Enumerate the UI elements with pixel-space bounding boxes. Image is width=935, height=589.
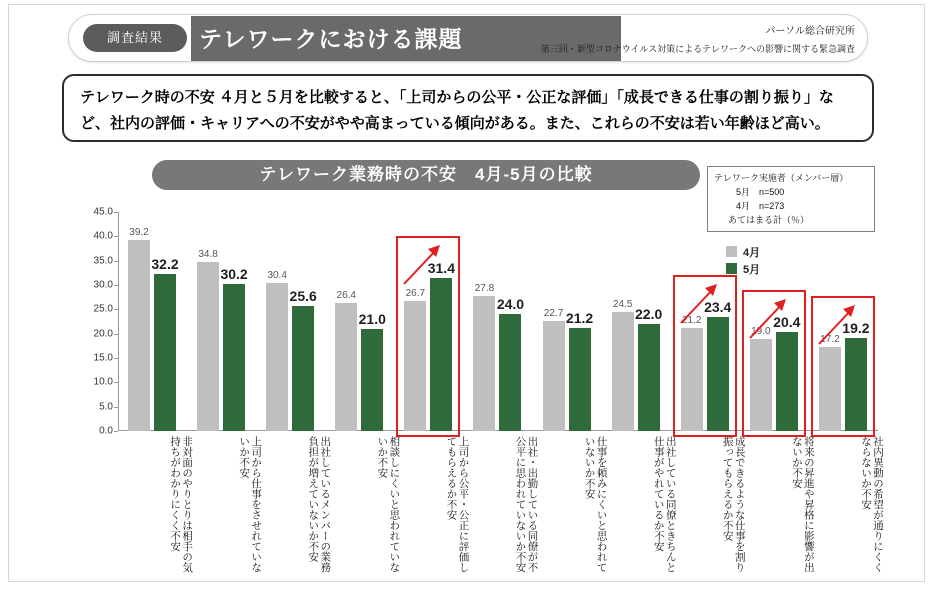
- y-tick-label: 10.0: [93, 376, 113, 388]
- value-label-apr: 34.8: [198, 248, 218, 260]
- bar-group: [612, 212, 681, 431]
- bar-may: [638, 324, 660, 431]
- bar-group: [543, 212, 612, 431]
- page-title: テレワークにおける課題: [199, 26, 463, 52]
- y-tick-label: 25.0: [93, 303, 113, 315]
- category-label: 仕事を頼みにくいと思われていないか不安: [583, 436, 608, 573]
- value-label-may: 21.0: [358, 310, 386, 327]
- category-label: 出社しているメンバーの業務負担が増えていないか不安: [307, 436, 332, 573]
- bar-group: [266, 212, 335, 431]
- y-tick-mark: [114, 212, 118, 213]
- note-row-may: 5月 n=500: [736, 187, 785, 197]
- y-tick-mark: [114, 431, 118, 432]
- value-label-may: 21.2: [565, 309, 594, 326]
- category-label: 社内異動の希望が通りにくくならないか不安: [859, 436, 884, 573]
- bar-apr: [473, 296, 495, 431]
- y-tick-label: 15.0: [93, 352, 113, 364]
- x-axis-category-labels: [118, 436, 884, 584]
- y-tick-mark: [114, 261, 118, 262]
- bar-apr: [681, 328, 703, 431]
- y-tick-mark: [114, 285, 118, 286]
- category-label: 成長できるような仕事を割り振ってもらえるか不安: [721, 436, 746, 573]
- category-label: 将来の昇進や昇格に影響が出ないか不安: [790, 436, 815, 573]
- y-tick-label: 35.0: [93, 255, 113, 267]
- bar-may: [223, 284, 245, 431]
- value-label-may: 32.2: [151, 256, 179, 273]
- y-tick-label: 45.0: [93, 206, 113, 218]
- lead-text: テレワーク時の不安 ４月と５月を比較すると、「上司からの公平・公正な評価」「成長できる仕事の割り振り」など、社内の評価・キャリアへの不安がやや高まっている傾向がある。また、これらの不安は若い年齢ほど高い。: [62, 74, 874, 142]
- value-label-may: 30.2: [220, 266, 248, 283]
- note-row-unit: あてはまる計（％）: [728, 215, 810, 225]
- header-credits: [541, 22, 855, 55]
- y-tick-mark: [114, 309, 118, 310]
- legend-label-apr: 4月: [743, 246, 761, 259]
- category-label: 出社・出勤している同僚が不公平に思われていないか不安: [514, 436, 539, 573]
- value-label-may: 25.6: [289, 288, 317, 305]
- bar-apr: [197, 262, 219, 431]
- value-label-may: 19.2: [842, 319, 870, 336]
- value-label-apr: 26.4: [336, 289, 356, 301]
- y-tick-mark: [114, 358, 118, 359]
- trend-up-arrow-icon: [677, 281, 723, 327]
- survey-name: 第三回・新型コロナウイルス対策によるテレワークへの影響に関する緊急調査: [540, 44, 855, 54]
- bar-may: [776, 332, 798, 431]
- value-label-may: 24.0: [496, 296, 525, 313]
- bar-may: [845, 338, 867, 431]
- value-label-apr: 17.2: [820, 334, 840, 346]
- bar-may: [569, 328, 591, 431]
- y-tick-label: 20.0: [93, 328, 113, 340]
- value-label-apr: 39.2: [129, 227, 149, 239]
- value-label-may: 23.4: [704, 299, 732, 316]
- bar-apr: [404, 301, 426, 431]
- bar-may: [154, 274, 176, 431]
- y-tick-label: 0.0: [99, 425, 113, 437]
- category-label: 相談しにくいと思われていないか不安: [376, 436, 401, 573]
- slide-header: [68, 14, 868, 62]
- value-label-may: 22.0: [635, 305, 663, 322]
- value-label-apr: 21.2: [681, 314, 702, 326]
- bar-may: [707, 317, 729, 431]
- value-label-apr: 26.7: [405, 288, 426, 300]
- value-label-apr: 27.8: [474, 282, 495, 294]
- note-title: テレワーク実施者（メンバー層）: [714, 173, 849, 183]
- category-label: 上司から公平・公正に評価してもらえるか不安: [445, 436, 470, 573]
- trend-up-arrow-icon: [815, 302, 861, 348]
- value-label-apr: 24.5: [612, 298, 633, 310]
- bar-group: [473, 212, 542, 431]
- chart-title: テレワーク業務時の不安 4月-5月の比較: [152, 160, 700, 190]
- value-label-apr: 22.7: [543, 307, 564, 319]
- value-label-may: 20.4: [773, 313, 801, 330]
- category-label: 上司から仕事をさせれていないか不安: [238, 436, 263, 573]
- y-tick-label: 5.0: [99, 401, 113, 413]
- category-label: 非対面のやりとりは相手の気持ちがわかりにくく不安: [169, 436, 194, 573]
- note-row-apr: 4月 n=273: [736, 201, 785, 211]
- bar-apr: [750, 339, 772, 431]
- bar-group: [197, 212, 266, 431]
- bar-apr: [543, 321, 565, 431]
- header-badge: 調査結果: [83, 24, 187, 52]
- y-tick-label: 40.0: [93, 230, 113, 242]
- value-label-apr: 30.4: [267, 270, 287, 282]
- bar-apr: [266, 283, 288, 431]
- y-tick-mark: [114, 334, 118, 335]
- value-label-apr: 19.0: [751, 325, 771, 337]
- bar-group: [335, 212, 404, 431]
- bar-apr: [819, 347, 841, 431]
- bar-may: [292, 306, 314, 431]
- bar-may: [499, 314, 521, 431]
- y-tick-mark: [114, 382, 118, 383]
- bar-apr: [612, 312, 634, 431]
- legend-label-may: 5月: [743, 263, 761, 276]
- y-axis: [118, 212, 119, 431]
- y-tick-mark: [114, 407, 118, 408]
- bar-may: [430, 278, 452, 431]
- bar-may: [361, 329, 383, 431]
- bar-group: [128, 212, 197, 431]
- y-tick-mark: [114, 236, 118, 237]
- org-name: パーソル総合研究所: [765, 26, 855, 37]
- trend-up-arrow-icon: [400, 242, 446, 288]
- category-label: 出社している同僚ときちんと仕事がやれているか不安: [652, 436, 677, 573]
- trend-up-arrow-icon: [746, 296, 792, 342]
- y-tick-label: 30.0: [93, 279, 113, 291]
- value-label-may: 31.4: [427, 260, 455, 277]
